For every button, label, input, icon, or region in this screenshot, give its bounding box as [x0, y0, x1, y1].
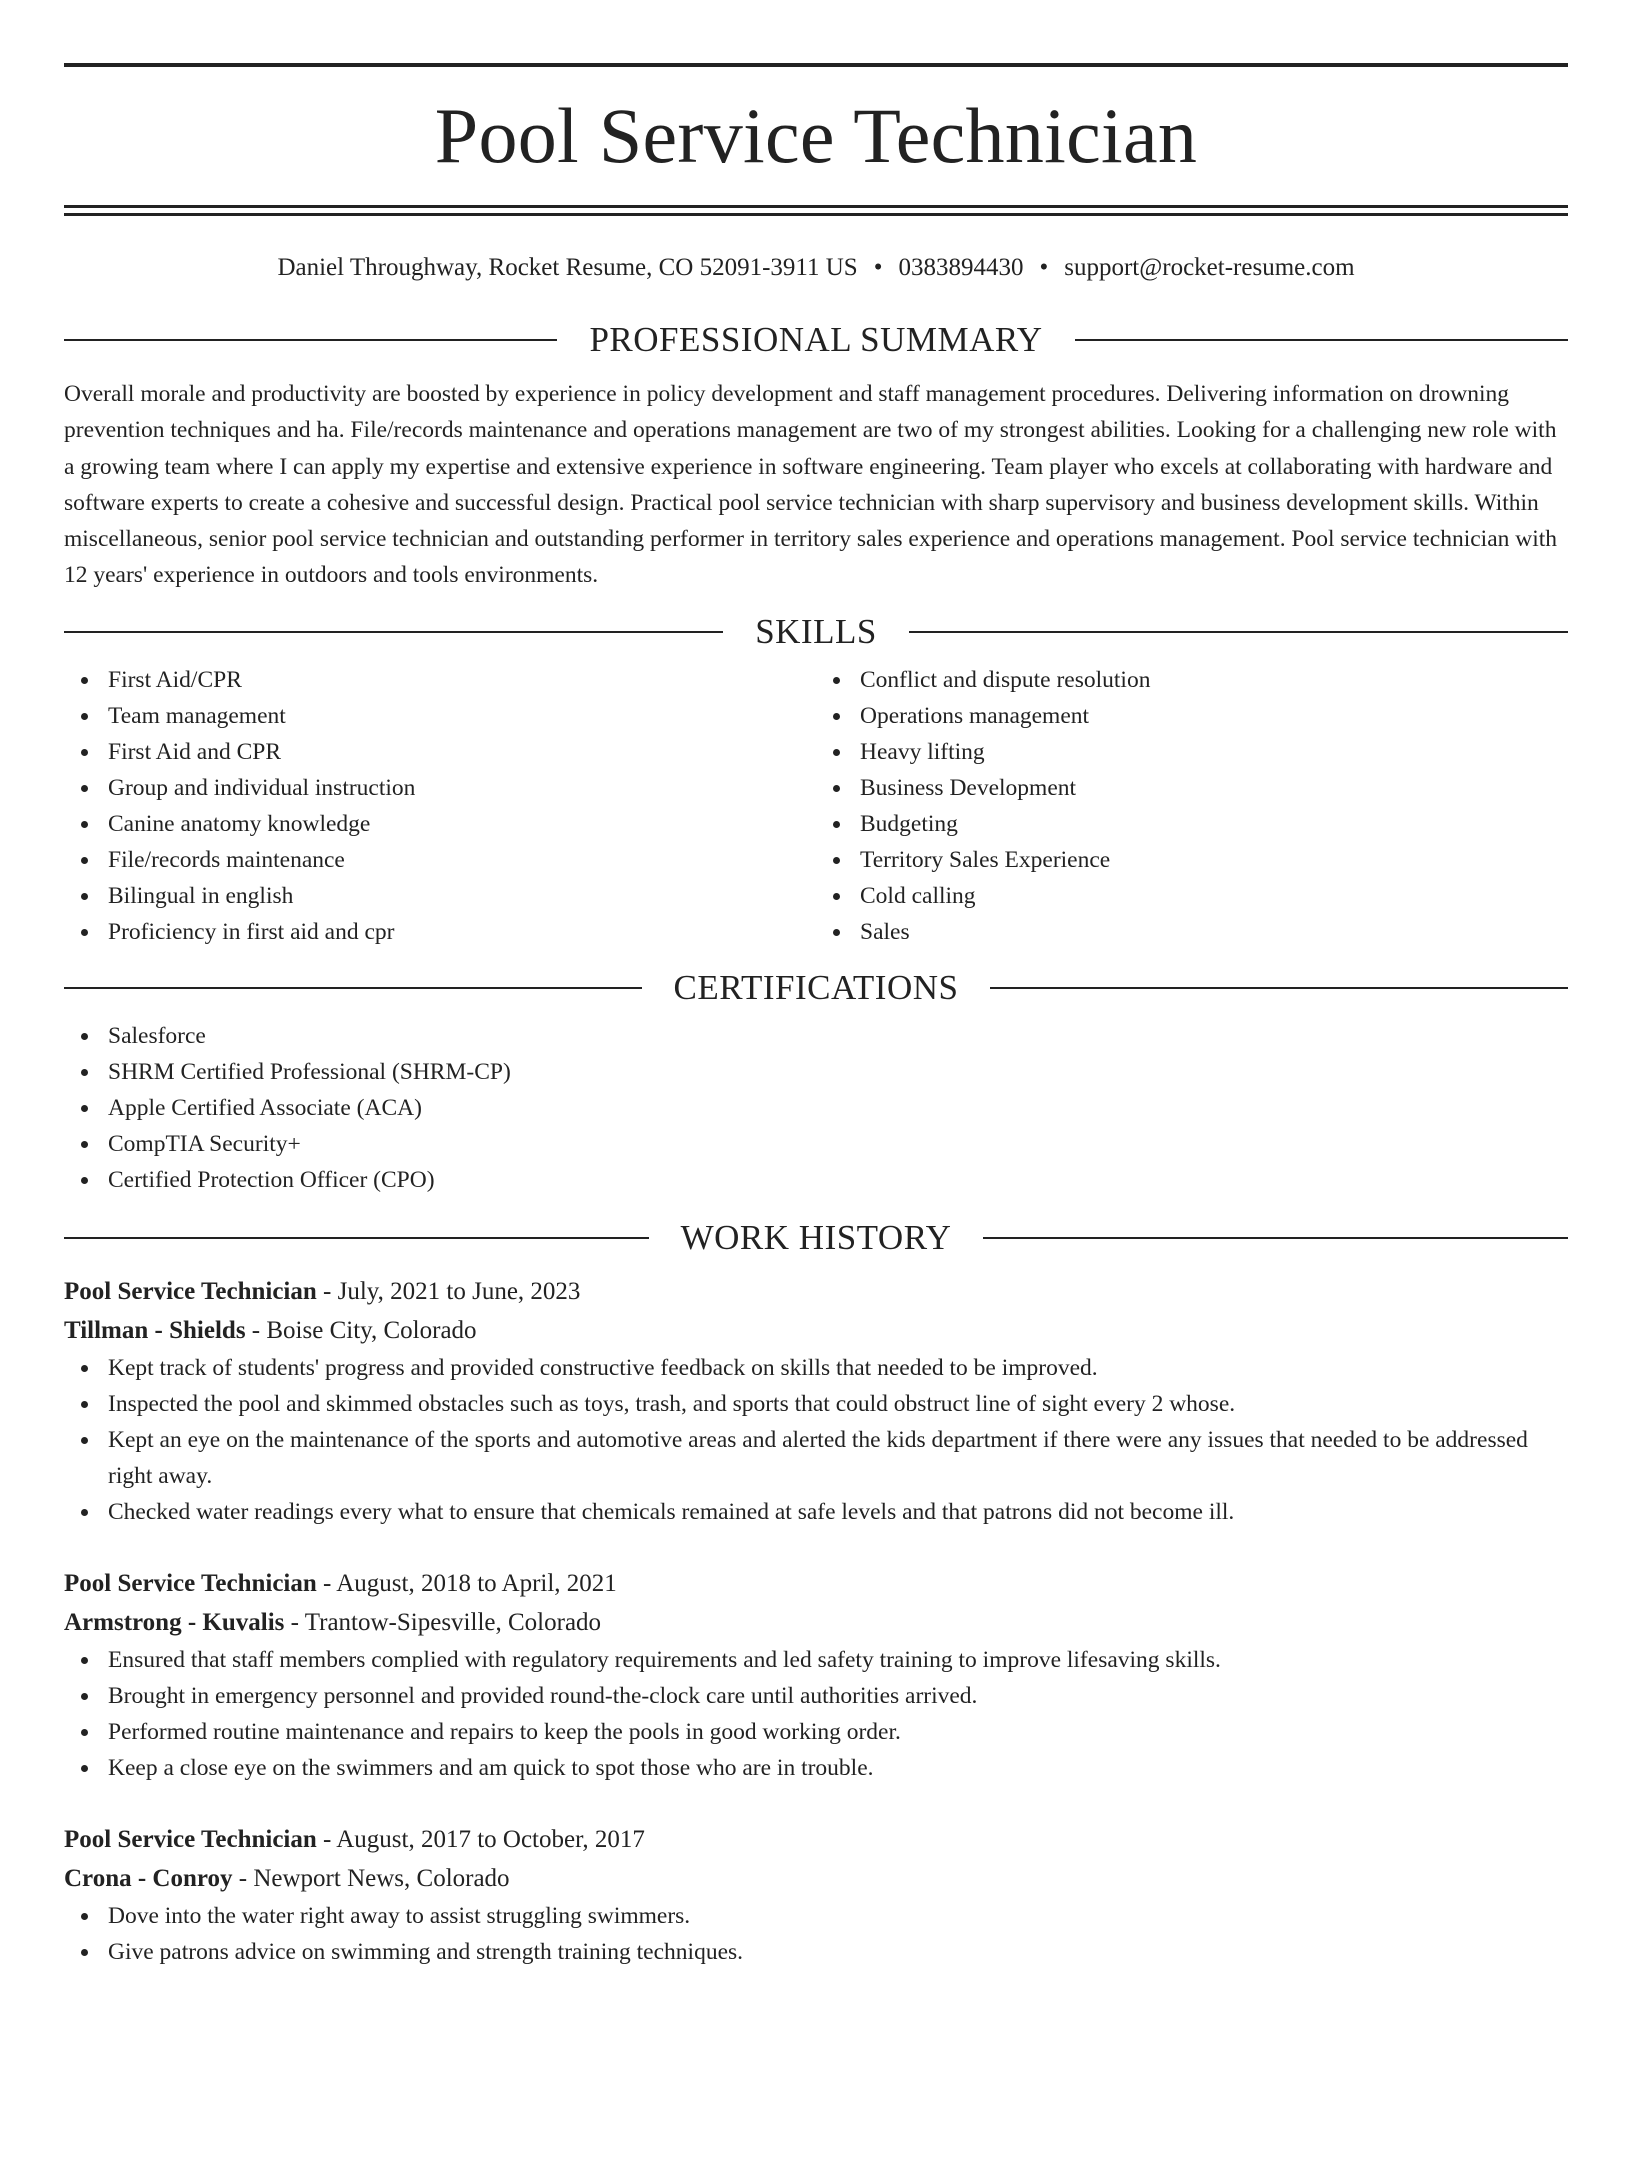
skill-item: Sales [860, 914, 1568, 950]
section-rule-right [909, 631, 1568, 633]
skill-item: Canine anatomy knowledge [108, 806, 816, 842]
contact-line [64, 252, 1568, 284]
job-bullet: Inspected the pool and skimmed obstacles such as toys, trash, and sports that could obstruct line of sight every 2 whose. [108, 1386, 1568, 1422]
skill-item: Conflict and dispute resolution [860, 662, 1568, 698]
certification-item: SHRM Certified Professional (SHRM-CP) [108, 1054, 1568, 1090]
resume-page [0, 63, 1632, 2175]
skill-item: Team management [108, 698, 816, 734]
job-dates: - August, 2017 to October, 2017 [316, 1825, 645, 1853]
job-bullet: Kept an eye on the maintenance of the sports and automotive areas and alerted the kids department if there were any issues that needed to be addressed right away. [108, 1422, 1568, 1494]
skills-columns [64, 662, 1568, 950]
job-bullet-list [64, 1898, 1568, 1970]
job-bullet: Dove into the water right away to assist struggling swimmers. [108, 1898, 1568, 1934]
section-rule-left [64, 339, 557, 341]
job-title: Pool Service Technician [64, 1569, 317, 1597]
work-history-list [64, 1272, 1568, 1970]
section-rule-right [1075, 339, 1568, 341]
resume-name: Pool Service Technician [434, 92, 1198, 179]
skill-item: File/records maintenance [108, 842, 816, 878]
skill-item: Budgeting [860, 806, 1568, 842]
certifications-block [64, 1018, 1568, 1198]
job-company-line [64, 1603, 1568, 1642]
job-company: Crona - Conroy [64, 1864, 233, 1892]
contact-separator: • [873, 254, 883, 281]
skill-item: Proficiency in first aid and cpr [108, 914, 816, 950]
job-location: - Boise City, Colorado [245, 1316, 477, 1344]
certification-item: Certified Protection Officer (CPO) [108, 1162, 1568, 1198]
contact-address: Daniel Throughway, Rocket Resume, CO 52091-3911 US [277, 254, 858, 281]
skills-column-left [64, 662, 816, 950]
job-bullet: Kept track of students' progress and provided constructive feedback on skills that needed to be improved. [108, 1350, 1568, 1386]
job-company-line [64, 1311, 1568, 1350]
job-bullet: Give patrons advice on swimming and strength training techniques. [108, 1934, 1568, 1970]
job-entry [64, 1272, 1568, 1530]
skills-list-right [816, 662, 1568, 950]
section-rule-left [64, 1237, 649, 1239]
skill-item: First Aid/CPR [108, 662, 816, 698]
job-bullet: Brought in emergency personnel and provided round-the-clock care until authorities arrived. [108, 1678, 1568, 1714]
section-title: PROFESSIONAL SUMMARY [589, 320, 1043, 359]
job-location: - Newport News, Colorado [232, 1864, 510, 1892]
section-rule-left [64, 631, 723, 633]
job-title-line [64, 1564, 1568, 1603]
certification-item: Apple Certified Associate (ACA) [108, 1090, 1568, 1126]
skill-item: First Aid and CPR [108, 734, 816, 770]
skill-item: Cold calling [860, 878, 1568, 914]
skill-item: Bilingual in english [108, 878, 816, 914]
job-title-line [64, 1272, 1568, 1311]
section-rule-right [983, 1237, 1568, 1239]
job-dates: - July, 2021 to June, 2023 [316, 1277, 581, 1305]
contact-email: support@rocket-resume.com [1064, 254, 1355, 281]
skills-section-header [64, 612, 1568, 652]
job-bullet-list [64, 1350, 1568, 1530]
certification-item: Salesforce [108, 1018, 1568, 1054]
job-bullet: Performed routine maintenance and repairs to keep the pools in good working order. [108, 1714, 1568, 1750]
contact-separator: • [1039, 254, 1049, 281]
summary-section-header [64, 320, 1568, 360]
work-section-header [64, 1218, 1568, 1258]
top-rule [64, 63, 1568, 67]
skill-item: Business Development [860, 770, 1568, 806]
section-title: CERTIFICATIONS [673, 967, 959, 1007]
section-title: WORK HISTORY [680, 1217, 952, 1257]
section-rule-right [990, 987, 1568, 989]
skill-item: Territory Sales Experience [860, 842, 1568, 878]
skill-item: Heavy lifting [860, 734, 1568, 770]
job-company: Armstrong - Kuvalis [64, 1608, 285, 1636]
certifications-list [64, 1018, 1568, 1198]
certification-item: CompTIA Security+ [108, 1126, 1568, 1162]
skills-column-right [816, 662, 1568, 950]
job-title-line [64, 1820, 1568, 1859]
contact-phone: 0383894430 [898, 254, 1024, 281]
skill-item: Operations management [860, 698, 1568, 734]
job-bullet-list [64, 1642, 1568, 1786]
job-bullet: Checked water readings every what to ensure that chemicals remained at safe levels and that patrons did not become ill. [108, 1494, 1568, 1530]
summary-text: Overall morale and productivity are boosted by experience in policy development and staff management procedures. Delivering information on drowning prevention techniques and ha. File/records maintenance and operations management are two of my strongest abilities. Looking for a challenging new role with a growing team where I can apply my expertise and extensive experience in software engineering. Team player who excels at collaborating with hardware and software experts to create a cohesive and successful design. Practical pool service technician with sharp supervisory and business development skills. Within miscellaneous, senior pool service technician and outstanding performer in territory sales experience and operations management. Pool service technician with 12 years' experience in outdoors and tools environments. [64, 381, 1558, 589]
job-entry [64, 1564, 1568, 1786]
name-double-rule [64, 205, 1568, 216]
section-title: SKILLS [755, 611, 877, 651]
job-location: - Trantow-Sipesville, Colorado [284, 1608, 602, 1636]
section-rule-left [64, 987, 642, 989]
job-entry [64, 1820, 1568, 1970]
skills-list-left [64, 662, 816, 950]
certifications-section-header [64, 968, 1568, 1008]
job-title: Pool Service Technician [64, 1277, 317, 1305]
job-company-line [64, 1859, 1568, 1898]
job-bullet: Keep a close eye on the swimmers and am quick to spot those who are in trouble. [108, 1750, 1568, 1786]
job-company: Tillman - Shields [64, 1316, 246, 1344]
job-bullet: Ensured that staff members complied with regulatory requirements and led safety training to improve lifesaving skills. [108, 1642, 1568, 1678]
job-title: Pool Service Technician [64, 1825, 317, 1853]
skill-item: Group and individual instruction [108, 770, 816, 806]
job-dates: - August, 2018 to April, 2021 [316, 1569, 617, 1597]
